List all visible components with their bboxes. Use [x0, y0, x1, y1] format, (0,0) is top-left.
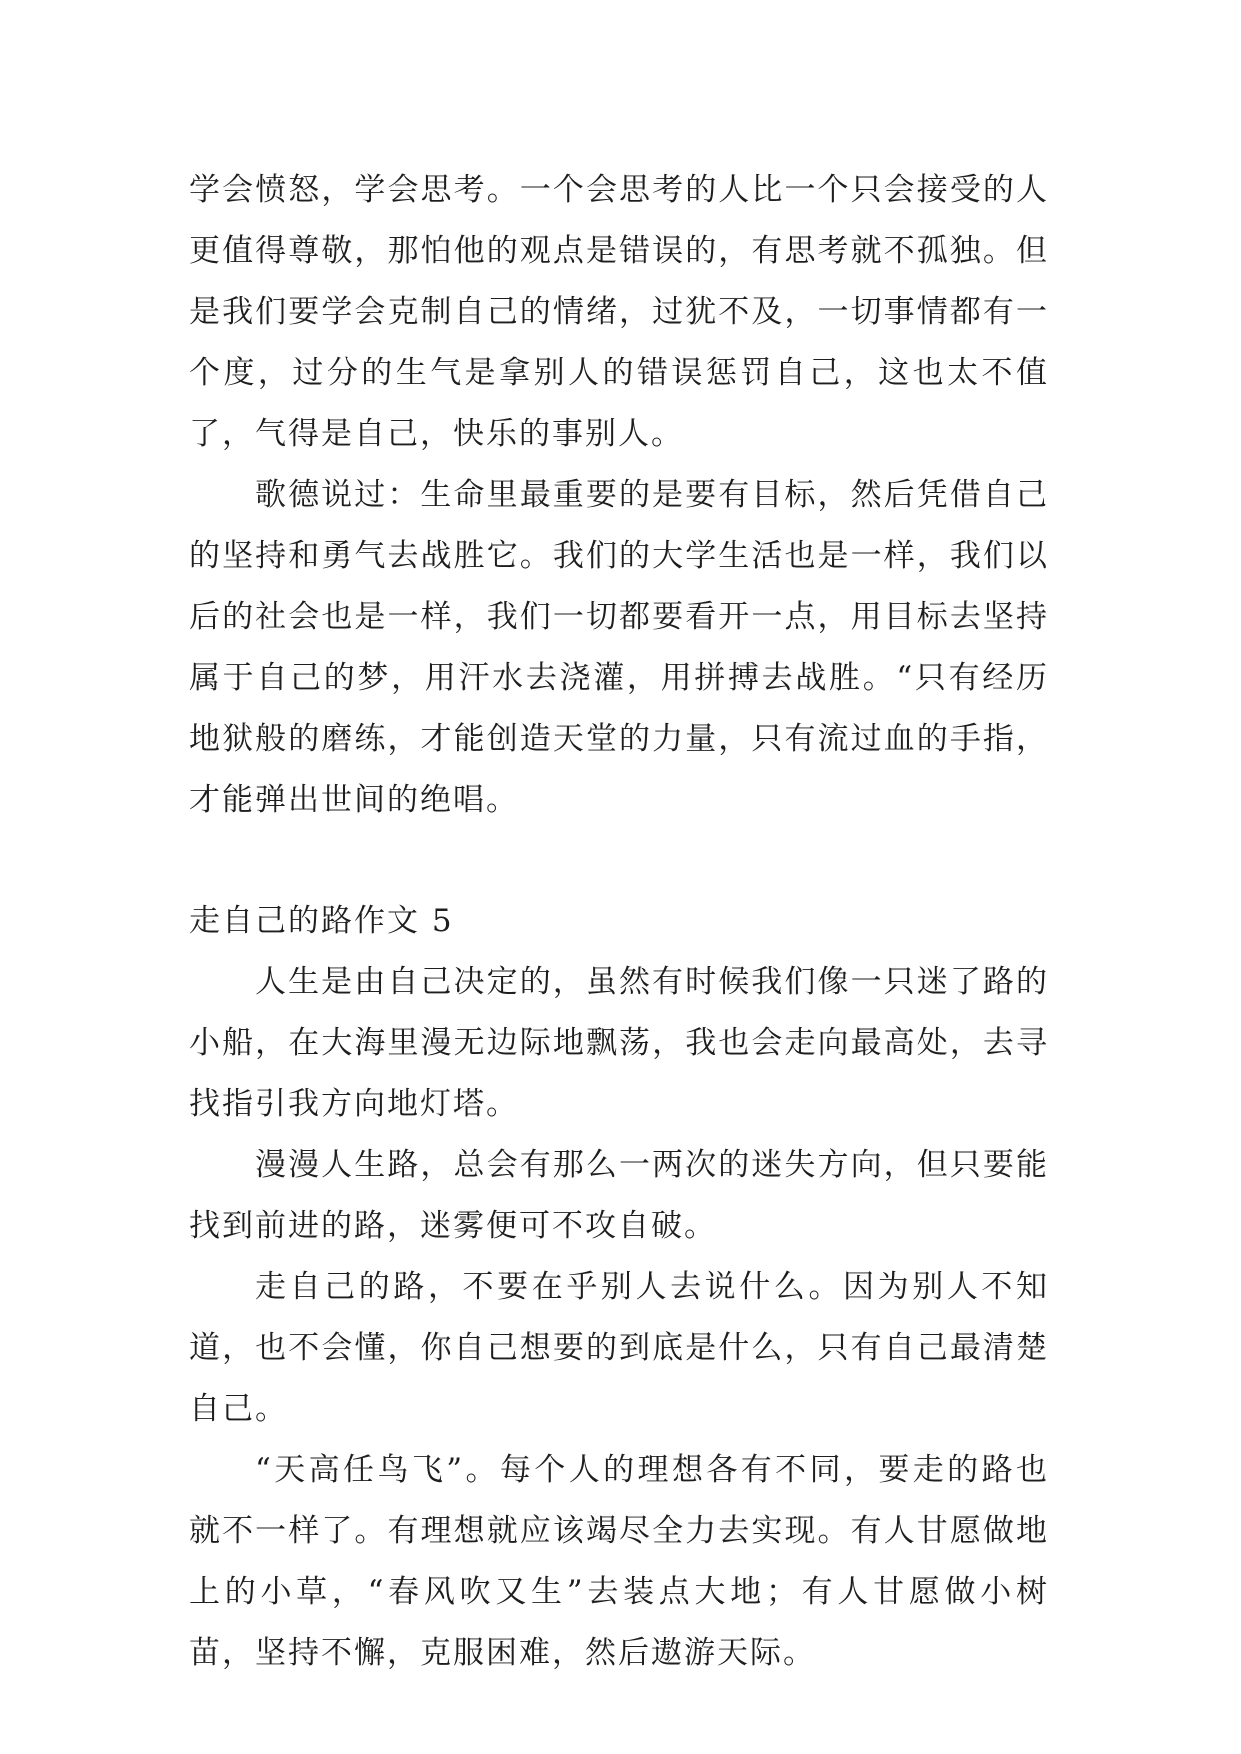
document-body: [189, 160, 1049, 1684]
section-heading: 走自己的路作文 5: [189, 903, 454, 939]
paragraph-own-road: 走自己的路，不要在乎别人去说什么。因为别人不知道，也不会懂，你自己想要的到底是什么，只有自己最清楚自己。: [189, 1269, 1049, 1427]
paragraph-anger-thinking: 学会愤怒，学会思考。一个会思考的人比一个只会接受的人更值得尊敬，那怕他的观点是错误的，有思考就不孤独。但是我们要学会克制自己的情绪，过犹不及，一切事情都有一个度，过分的生气是拿别人的错误惩罚自己，这也太不值了，气得是自己，快乐的事别人。: [189, 172, 1049, 452]
paragraph-long-road: 漫漫人生路，总会有那么一两次的迷失方向，但只要能找到前进的路，迷雾便可不攻自破。: [189, 1147, 1049, 1244]
paragraph-goethe: 歌德说过：生命里最重要的是要有目标，然后凭借自己的坚持和勇气去战胜它。我们的大学生活也是一样，我们以后的社会也是一样，我们一切都要看开一点，用目标去坚持属于自己的梦，用汗水去浇灌，用拼搏去战胜。“只有经历地狱般的磨练，才能创造天堂的力量，只有流过血的手指，才能弹出世间的绝唱。: [189, 477, 1049, 818]
paragraph-life-decided: 人生是由自己决定的，虽然有时候我们像一只迷了路的小船，在大海里漫无边际地飘荡，我也会走向最高处，去寻找指引我方向地灯塔。: [189, 964, 1049, 1122]
paragraph-sky-high: “天高任鸟飞”。每个人的理想各有不同，要走的路也就不一样了。有理想就应该竭尽全力去实现。有人甘愿做地上的小草，“春风吹又生”去装点大地；有人甘愿做小树苗，坚持不懈，克服困难，然后遨游天际。: [189, 1452, 1049, 1671]
